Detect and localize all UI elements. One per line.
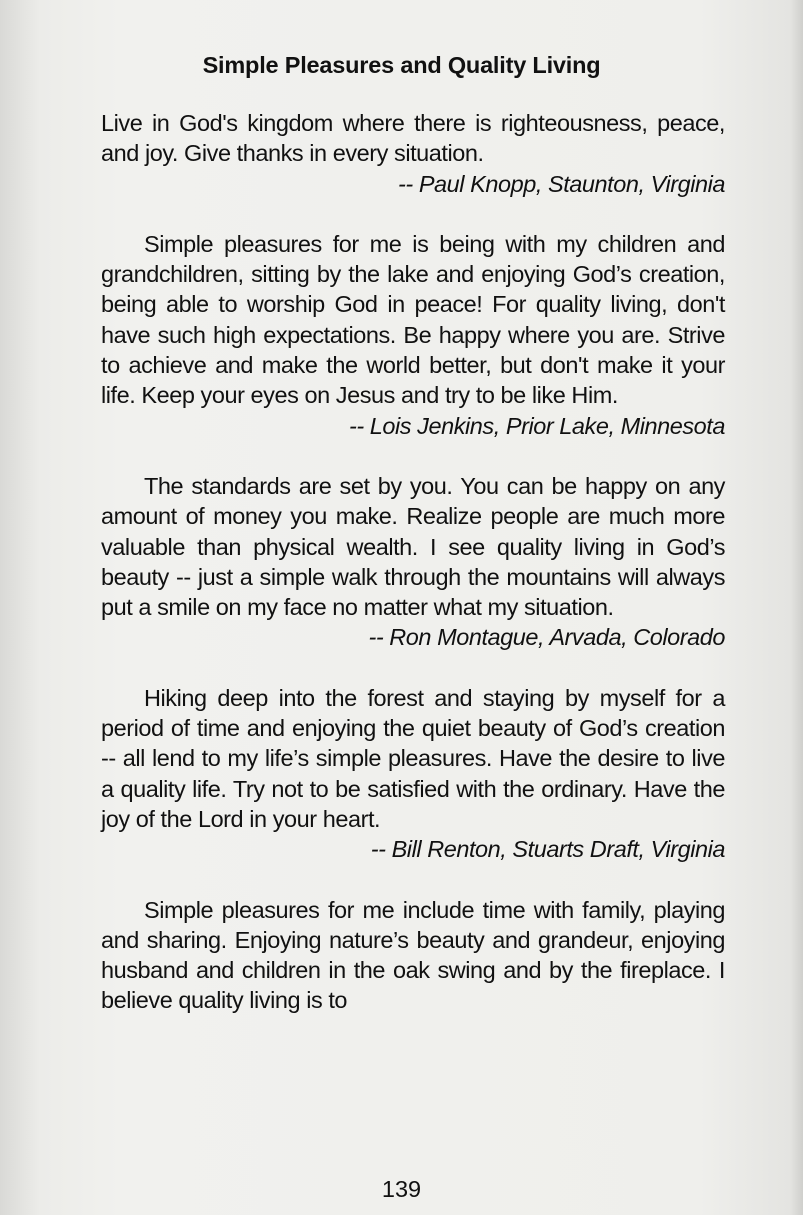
- entry-text-4: Hiking deep into the forest and staying by myself for a period of time and enjoying the quiet beauty of God’s creation -- all lend to my life’s simple pleasures. Have the desire to live a quality life. Try not to be satisfied with the ordinary. Have the joy of the Lord in your heart.: [101, 684, 725, 832]
- page-body: [101, 108, 725, 1016]
- entry-attribution-2: -- Lois Jenkins, Prior Lake, Minnesota: [348, 412, 725, 439]
- page-title: Simple Pleasures and Quality Living: [202, 52, 601, 78]
- entry-text-5: Simple pleasures for me include time with family, playing and sharing. Enjoying nature’s beauty and grandeur, enjoying husband and children in the oak swing and by the fireplace. I believe quality living is to: [101, 896, 725, 1014]
- entry-attribution-3: -- Ron Montague, Arvada, Colorado: [368, 624, 725, 651]
- paragraph-gap: [101, 653, 725, 683]
- paragraph-gap: [101, 199, 725, 229]
- entry-text-1: Live in God's kingdom where there is righteousness, peace, and joy. Give thanks in every situation.: [101, 110, 725, 167]
- entry-text-3: The standards are set by you. You can be happy on any amount of money you make. Realize people are much more valuable than physical wealth. I see quality living in God’s beauty -- just a simple walk through the mountains will always put a smile on my face no matter what my situation.: [101, 472, 725, 621]
- page-number: 139: [381, 1176, 422, 1202]
- entry-attribution-4: -- Bill Renton, Stuarts Draft, Virginia: [370, 836, 725, 863]
- paragraph-gap: [101, 865, 725, 895]
- entry-attribution-1: -- Paul Knopp, Staunton, Virginia: [398, 170, 725, 197]
- entry-text-2: Simple pleasures for me is being with my children and grandchildren, sitting by the lake and enjoying God’s creation, being able to worship God in peace! For quality living, don't have such high expectations. Be happy where you are. Strive to achieve and make the world better, but don't make it your life. Keep your eyes on Jesus and try to be like Him.: [101, 230, 725, 409]
- paragraph-gap: [101, 441, 725, 471]
